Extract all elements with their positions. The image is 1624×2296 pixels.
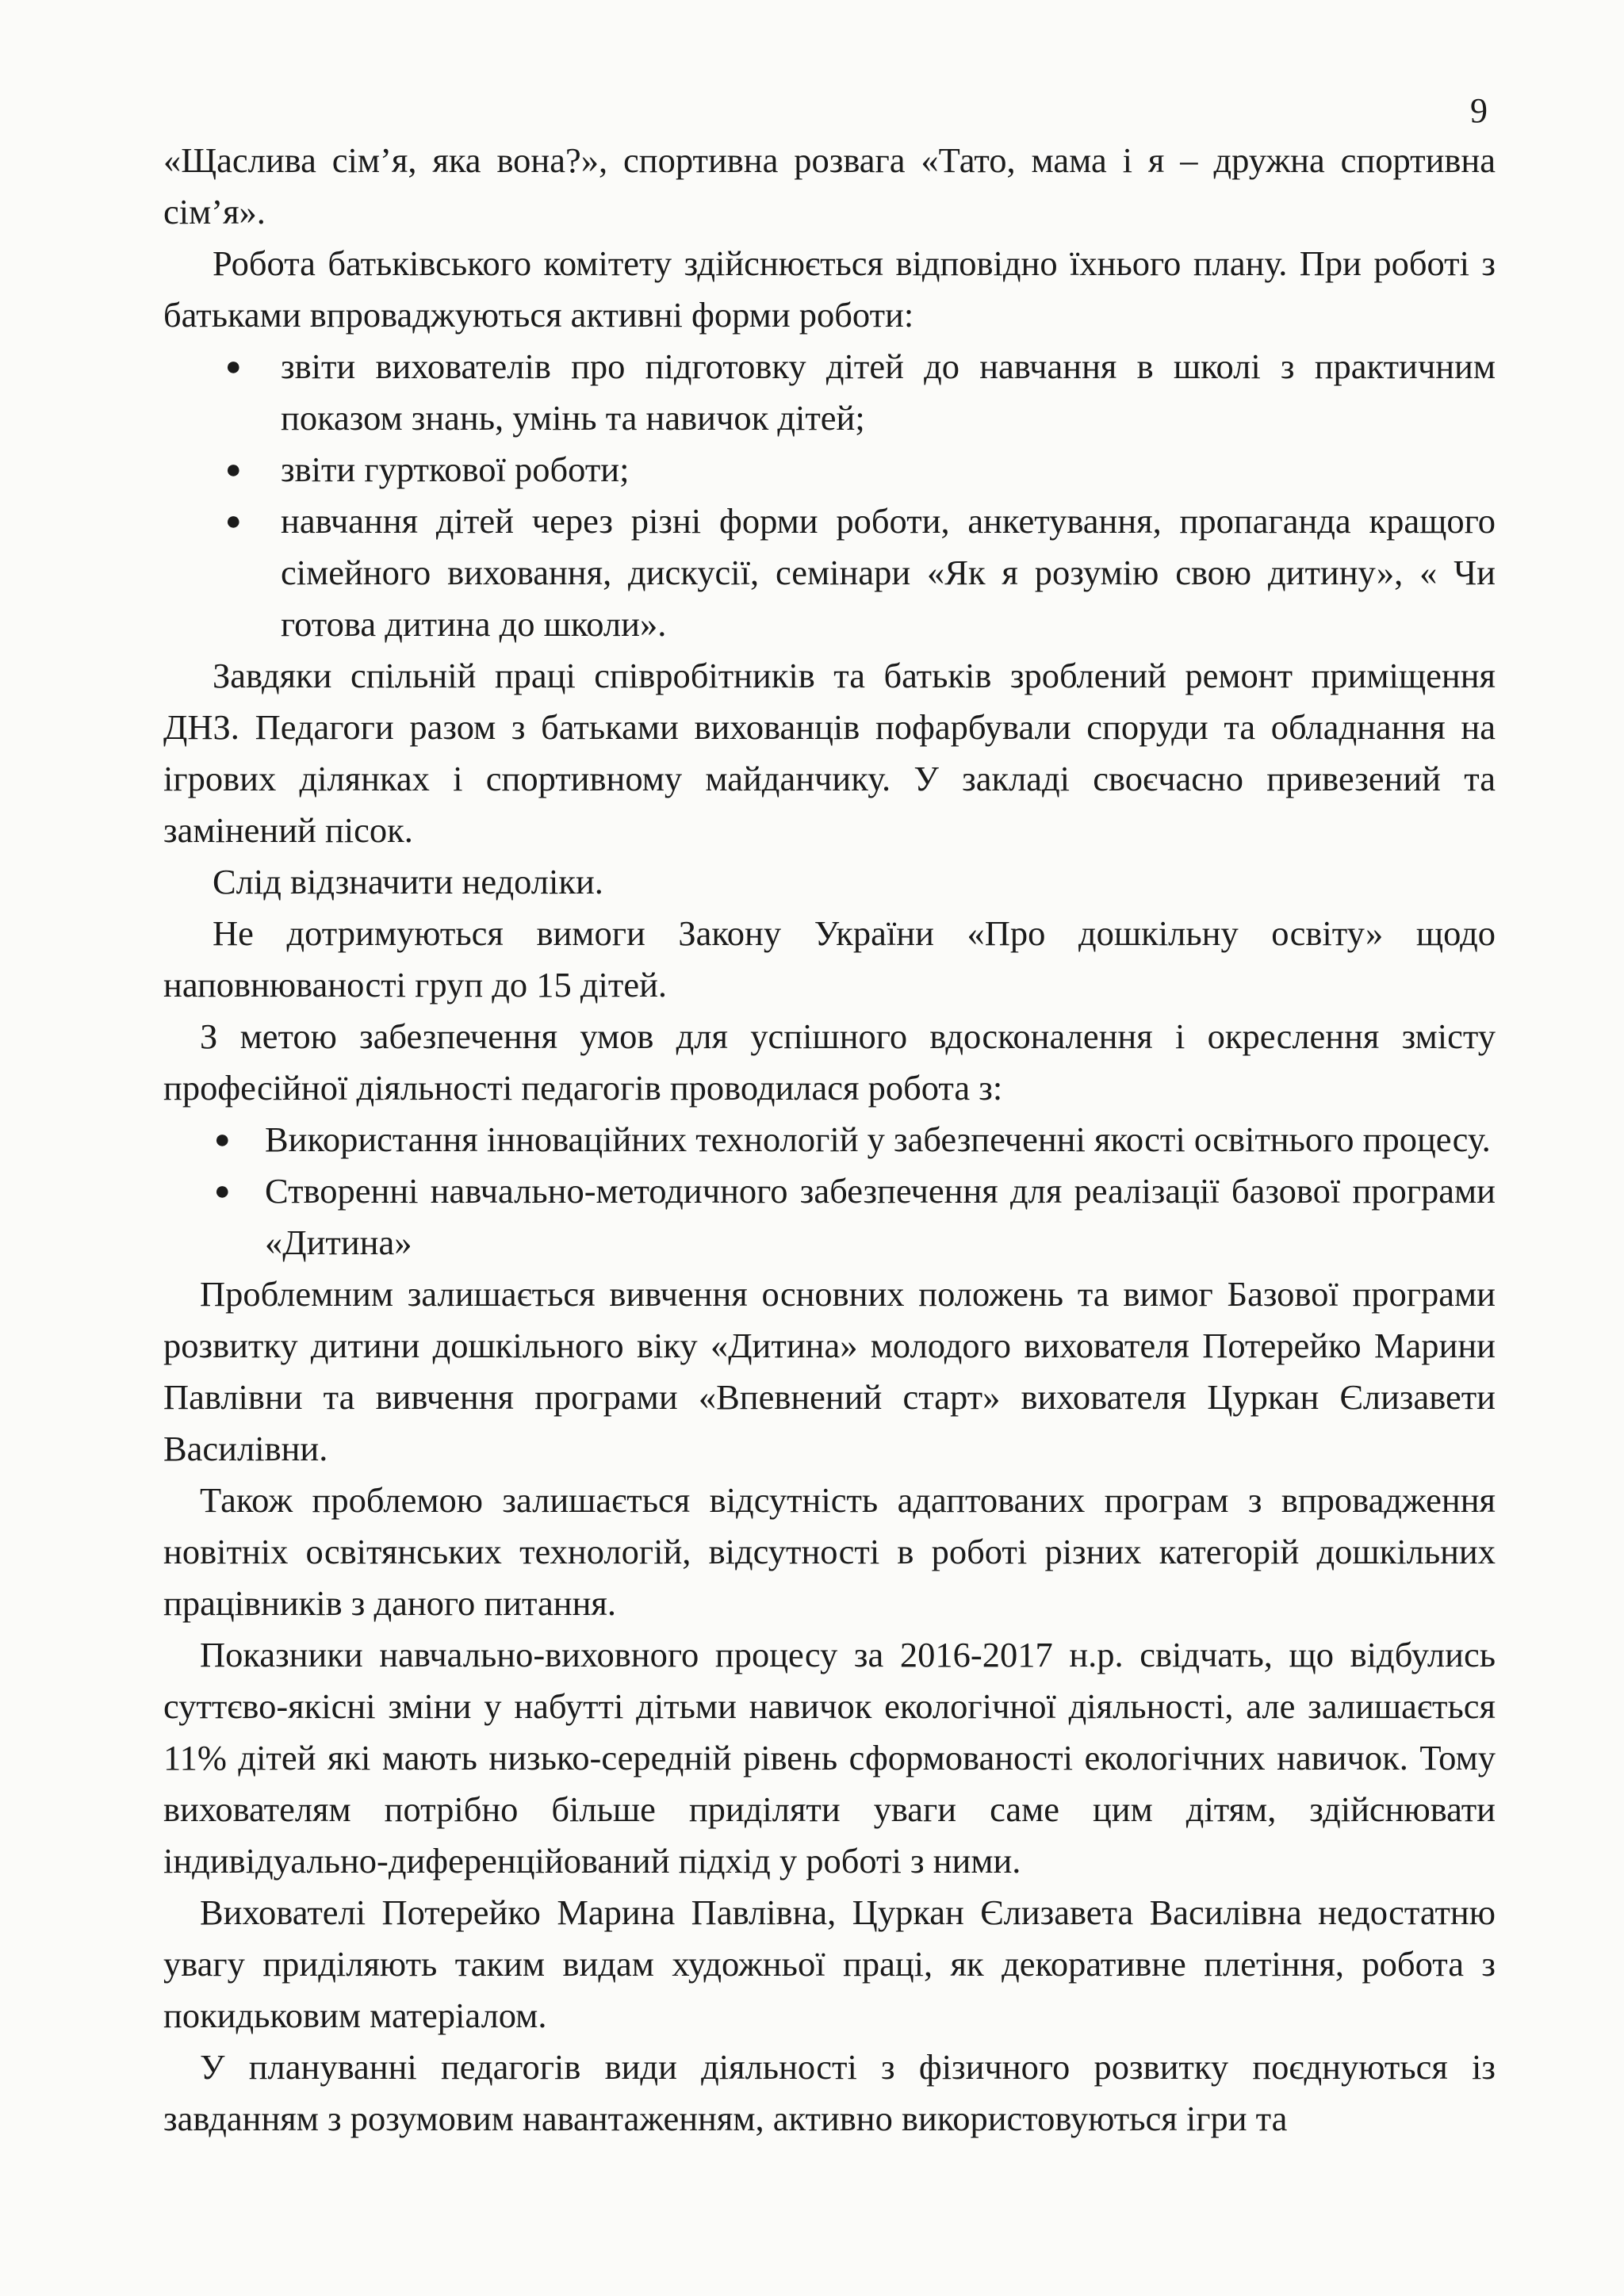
- bullet-list: [163, 1114, 1496, 1269]
- paragraph: Проблемним залишається вивчення основних положень та вимог Базової програми розвитку дитини дошкільного віку «Дитина» молодого вихователя Потерейко Марини Павлівни та вивчення програми «Впевнений старт» вихователя Цуркан Єлизавети Василівни.: [163, 1274, 1496, 1468]
- bullet-icon: ●: [214, 1125, 231, 1154]
- page-number: 9: [1470, 91, 1488, 130]
- list-item: [163, 1114, 1496, 1165]
- document-body: [163, 135, 1496, 2145]
- list-item: [163, 1165, 1496, 1269]
- paragraph: Робота батьківського комітету здійснюється відповідно їхнього плану. При роботі з батьками впроваджуються активні форми роботи:: [163, 243, 1496, 335]
- paragraph: Слід відзначити недоліки.: [213, 862, 603, 901]
- list-item-text: звіти гурткової роботи;: [281, 450, 630, 489]
- list-item-text: Створенні навчально-методичного забезпечення для реалізації базової програми «Дитина»: [265, 1171, 1496, 1262]
- bullet-icon: ●: [225, 352, 242, 381]
- list-item-text: Використання інноваційних технологій у забезпеченні якості освітнього процесу.: [265, 1119, 1491, 1159]
- list-item: [163, 444, 1496, 496]
- paragraph: Не дотримуються вимоги Закону України «Про дошкільну освіту» щодо наповнюваності груп до 15 дітей.: [163, 913, 1496, 1004]
- bullet-icon: ●: [214, 1177, 231, 1206]
- paragraph: «Щаслива сім’я, яка вона?», спортивна розвага «Тато, мама і я – дружна спортивна сім’я».: [163, 140, 1496, 232]
- paragraph: Показники навчально-виховного процесу за 2016-2017 н.р. свідчать, що відбулись суттєво-якісні зміни у набутті дітьми навичок екологічної діяльності, але залишається 11% дітей які мають низько-середній рівень сформованості екологічних навичок. Тому вихователям потрібно більше приділяти уваги саме цим дітям, здійснювати індивідуально-диференційований підхід у роботі з ними.: [163, 1635, 1496, 1881]
- list-item: [163, 341, 1496, 444]
- paragraph: Завдяки спільній праці співробітників та батьків зроблений ремонт приміщення ДНЗ. Педагоги разом з батьками вихованців пофарбували споруди та обладнання на ігрових ділянках і спортивному майданчику. У закладі своєчасно привезений та замінений пісок.: [163, 656, 1496, 850]
- list-item-text: звіти вихователів про підготовку дітей до навчання в школі з практичним показом знань, умінь та навичок дітей;: [281, 346, 1496, 438]
- paragraph: Вихователі Потерейко Марина Павлівна, Цуркан Єлизавета Василівна недостатню увагу приділяють таким видам художньої праці, як декоративне плетіння, робота з покидьковим матеріалом.: [163, 1892, 1496, 2035]
- bullet-list: [163, 341, 1496, 650]
- paragraph: Також проблемою залишається відсутність адаптованих програм з впровадження новітніх освітянських технологій, відсутності в роботі різних категорій дошкільних працівників з даного питання.: [163, 1480, 1496, 1623]
- list-item: [163, 496, 1496, 650]
- paragraph: У плануванні педагогів види діяльності з фізичного розвитку поєднуються із завданням з розумовим навантаженням, активно використовуються ігри та: [163, 2047, 1496, 2138]
- list-item-text: навчання дітей через різні форми роботи, анкетування, пропаганда кращого сімейного виховання, дискусії, семінари «Як я розумію свою дитину», « Чи готова дитина до школи».: [281, 501, 1496, 644]
- bullet-icon: ●: [225, 507, 242, 536]
- bullet-icon: ●: [225, 455, 242, 484]
- paragraph: З метою забезпечення умов для успішного вдосконалення і окреслення змісту професійної діяльності педагогів проводилася робота з:: [163, 1016, 1496, 1108]
